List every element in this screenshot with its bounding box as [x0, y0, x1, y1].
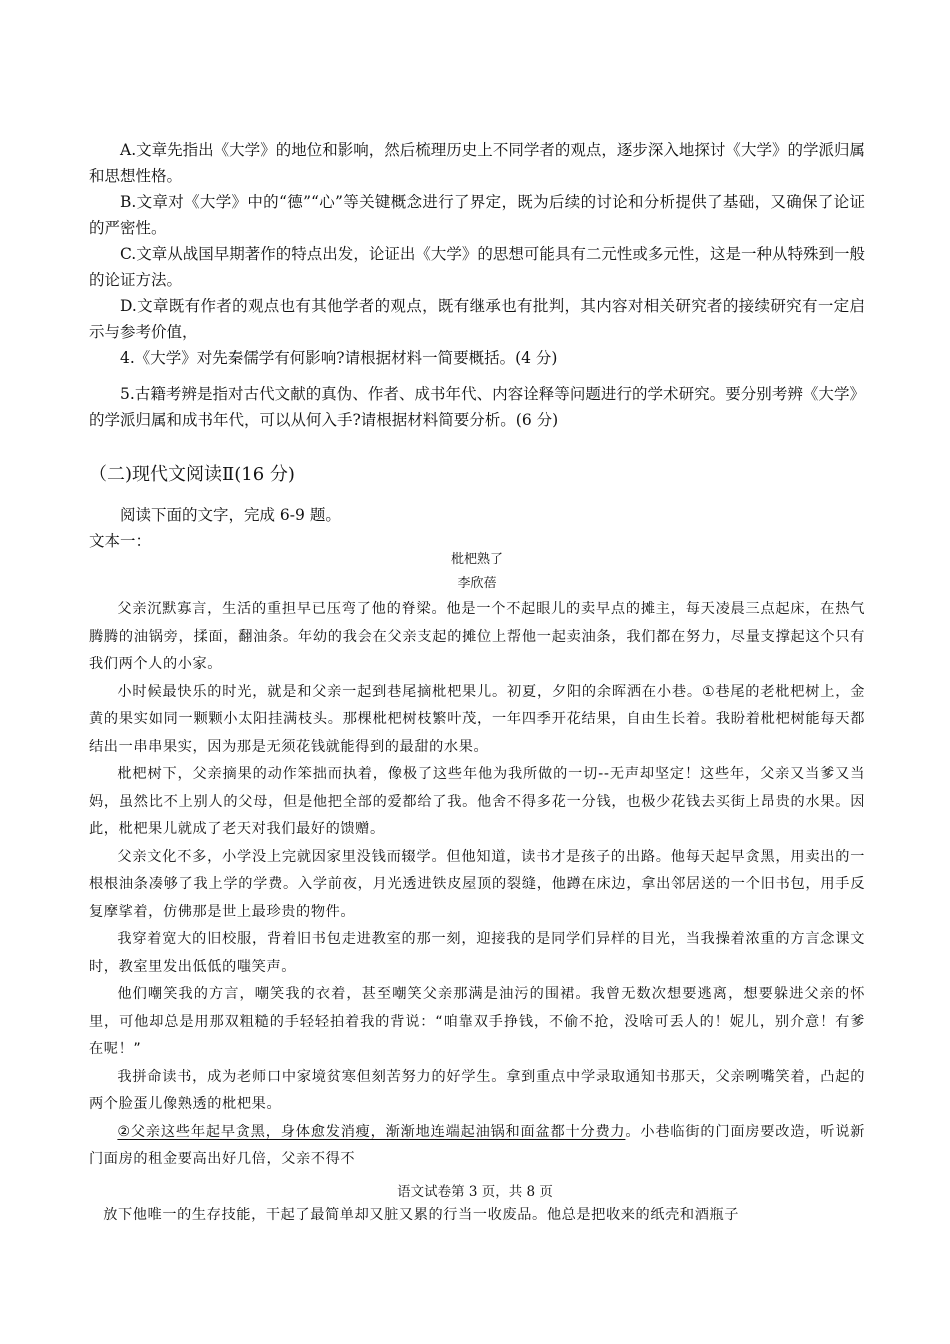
story-title: 枇杷熟了: [450, 552, 503, 567]
story-paragraph: [89, 1119, 865, 1174]
text-label: 文本一：: [89, 532, 152, 550]
question-5: 5.古籍考辨是指对古代文献的真伪、作者、成书年代、内容诠释等问题进行的学术研究。要分别考辨《大学》的学派归属和成书年代，可以从何入手?请根据材料简要分析。(6 分): [89, 385, 865, 429]
story-paragraph: 父亲沉默寡言，生活的重担早已压弯了他的脊梁。他是一个不起眼儿的卖早点的摊主，每天凌晨三点起床，在热气腾腾的油锅旁，揉面，翻油条。年幼的我会在父亲支起的摊位上帮他一起卖油条，我们都在努力，尽量支撑起这个只有我们两个人的小家。: [89, 601, 865, 672]
reading-instruction-block: [89, 502, 865, 554]
story-author: 李欣蓓: [457, 576, 497, 591]
story-body: [89, 596, 865, 1174]
story-paragraph: 我拼命读书，成为老师口中家境贫寒但刻苦努力的好学生。拿到重点中学录取通知书那天，父亲咧嘴笑着，凸起的两个脸蛋儿像熟透的枇杷果。: [89, 1068, 865, 1112]
option-c: C.文章从战国早期著作的特点出发，论证出《大学》的思想可能具有二元性或多元性，这是一种从特殊到一般的论证方法。: [89, 245, 865, 289]
next-page-text: 放下他唯一的生存技能，干起了最简单却又脏又累的行当一收废品。他总是把收来的纸壳和酒瓶子: [103, 1207, 740, 1223]
story-paragraph: 我穿着宽大的旧校服，背着旧书包走进教室的那一刻，迎接我的是同学们异样的目光，当我操着浓重的方言念课文时，教室里发出低低的嗤笑声。: [89, 931, 865, 975]
option-d: D.文章既有作者的观点也有其他学者的观点，既有继承也有批判，其内容对相关研究者的接续研究有一定启示与参考价值，: [89, 297, 865, 341]
option-a: A.文章先指出《大学》的地位和影响，然后梳理历史上不同学者的观点，逐步深入地探讨《大学》的学派归属和思想性格。: [89, 141, 865, 185]
question-5-block: [89, 381, 865, 433]
story-paragraph: 父亲文化不多，小学没上完就因家里没钱而辍学。但他知道，读书才是孩子的出路。他每天起早贪黑，用卖出的一根根油条凑够了我上学的学费。入学前夜，月光透进铁皮屋顶的裂缝，他蹲在床边，拿出邻居送的一个旧书包，用手反复摩挲着，仿佛那是世上最珍贵的物件。: [89, 848, 865, 920]
reading-instruction: 阅读下面的文字，完成 6-9 题。: [120, 506, 341, 524]
page-footer: 语文试卷第 3 页，共 8 页: [397, 1184, 553, 1200]
story: [89, 548, 865, 1174]
underlined-sentence: ②父亲这些年起早贪黑，身体愈发消瘦，渐渐地连端起油锅和面盆都十分费力: [117, 1123, 626, 1140]
paragraph-rest: 。小巷临街的门面房要改造，听说新门面房的租金要高出好几倍，父亲不得不: [89, 1123, 865, 1167]
section-title: （二)现代文阅读Ⅱ(16 分): [89, 464, 295, 485]
story-paragraph: 枇杷树下，父亲摘果的动作笨拙而执着，像极了这些年他为我所做的一切--无声却坚定！这些年，父亲又当爹又当妈，虽然比不上别人的父母，但是他把全部的爱都给了我。他舍不得多花一分钱，也极少花钱去买街上昂贵的水果。因此，枇杷果儿就成了老天对我们最好的馈赠。: [89, 766, 865, 837]
story-paragraph: 小时候最快乐的时光，就是和父亲一起到巷尾摘枇杷果儿。初夏，夕阳的余晖洒在小巷。①巷尾的老枇杷树上，金黄的果实如同一颗颗小太阳挂满枝头。那棵枇杷树枝繁叶茂，一年四季开花结果，自由生长着。我盼着枇杷树能每天都结出一串串果实，因为那是无须花钱就能得到的最甜的水果。: [89, 683, 865, 755]
option-b: B.文章对《大学》中的“德”“心”等关键概念进行了界定，既为后续的讨论和分析提供了基础，又确保了论证的严密性。: [89, 193, 865, 237]
story-paragraph: 他们嘲笑我的方言，嘲笑我的衣着，甚至嘲笑父亲那满是油污的围裙。我曾无数次想要逃离，想要躲进父亲的怀里，可他却总是用那双粗糙的手轻轻拍着我的背说：“咱靠双手挣钱，不偷不抢，没啥可丢人的！妮儿，别介意！有爹在呢！”: [89, 986, 865, 1057]
answer-options: [89, 137, 865, 371]
question-4: 4.《大学》对先秦儒学有何影响?请根据材料一简要概括。(4 分): [120, 349, 558, 367]
